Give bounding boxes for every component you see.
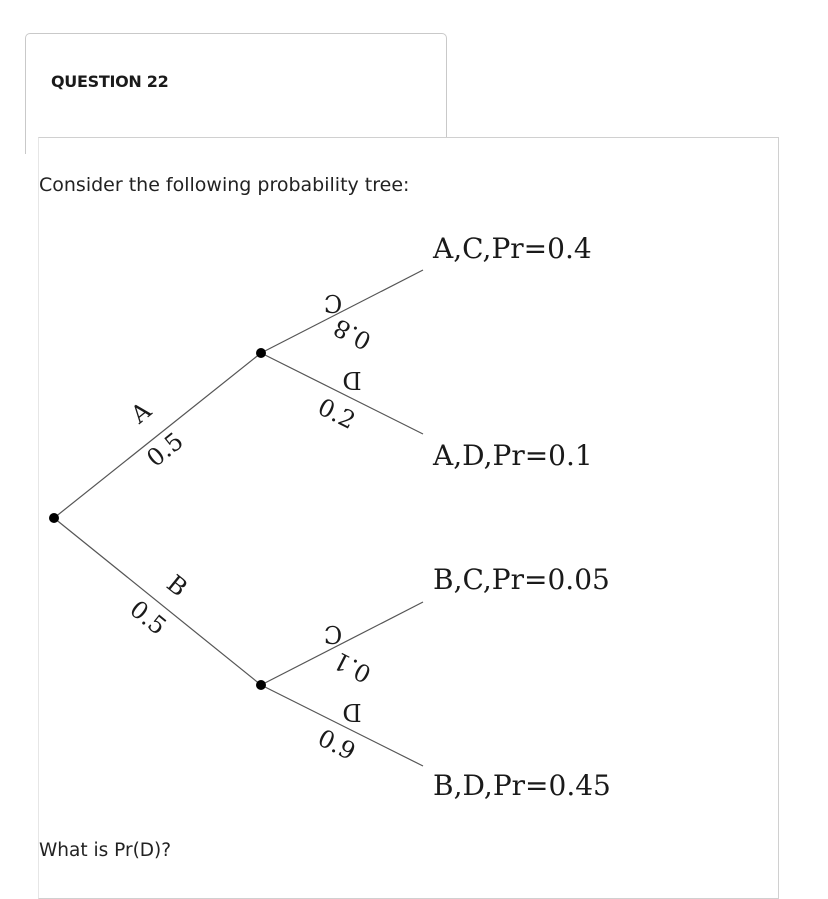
root-node bbox=[49, 513, 59, 523]
outcome-b-c: B,C,Pr=0.05 bbox=[433, 563, 610, 596]
branch-root-a bbox=[54, 353, 261, 518]
question-ask: What is Pr(D)? bbox=[39, 840, 172, 861]
branch-prob-a-c: 0.8 bbox=[328, 312, 376, 356]
outcome-a-d: A,D,Pr=0.1 bbox=[433, 439, 593, 472]
branch-prob-b: 0.5 bbox=[124, 594, 172, 641]
branch-prob-a-d: 0.2 bbox=[313, 392, 360, 435]
branch-label-a-c: C bbox=[323, 289, 343, 317]
question-prompt: Consider the following probability tree: bbox=[39, 174, 410, 196]
question-number: QUESTION 22 bbox=[51, 72, 169, 91]
branch-label-b: B bbox=[161, 569, 193, 603]
branch-root-b bbox=[54, 518, 261, 685]
branch-label-b-c: C bbox=[323, 620, 343, 648]
branch-prob-b-c: 0.1 bbox=[328, 645, 376, 689]
branch-prob-b-d: 0.9 bbox=[313, 723, 360, 766]
branch-prob-a: 0.5 bbox=[141, 426, 189, 473]
branch-label-b-d: D bbox=[342, 698, 362, 726]
branch-label-a-d: D bbox=[342, 366, 362, 394]
outcome-a-c: A,C,Pr=0.4 bbox=[433, 232, 592, 265]
outcome-b-d: B,D,Pr=0.45 bbox=[433, 769, 611, 802]
branch-label-a: A bbox=[125, 396, 157, 430]
node-a bbox=[256, 348, 266, 358]
node-b bbox=[256, 680, 266, 690]
